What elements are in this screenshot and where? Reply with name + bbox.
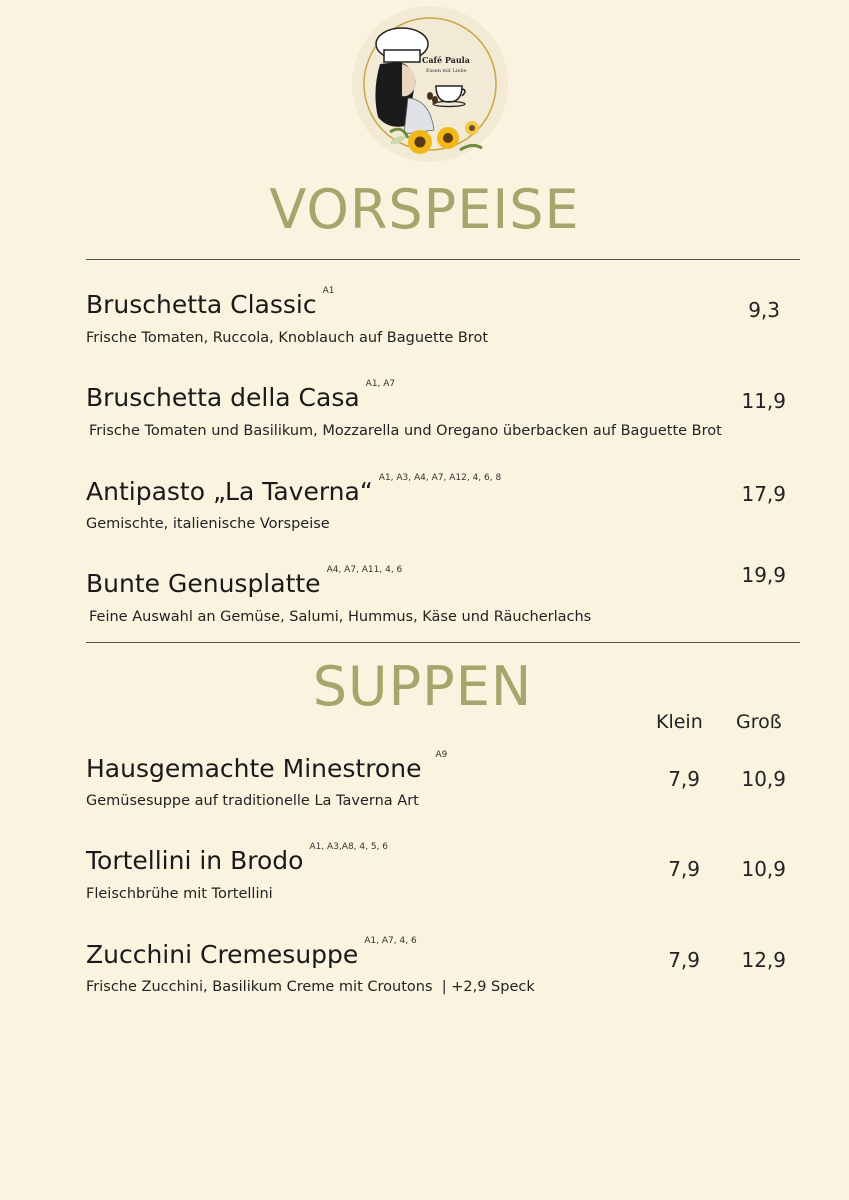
allergen-codes: A4, A7, A11, 4, 6 xyxy=(326,565,403,575)
price-large: 12,9 xyxy=(741,948,786,972)
price-large: 10,9 xyxy=(741,767,786,791)
item-name: Bruschetta della Casa xyxy=(86,383,360,412)
allergen-codes: A1, A7, 4, 6 xyxy=(364,936,417,946)
item-description: Frische Tomaten und Basilikum, Mozzarella und Oregano überbacken auf Baguette Brot xyxy=(89,423,722,439)
item-price: 17,9 xyxy=(741,482,786,506)
item-name: Tortellini in Brodo xyxy=(86,846,304,875)
item-description: Frische Tomaten, Ruccola, Knoblauch auf Baguette Brot xyxy=(86,330,489,346)
item-price: 19,9 xyxy=(741,563,786,587)
item-price: 11,9 xyxy=(741,389,786,413)
allergen-codes: A1 xyxy=(322,286,335,296)
item-description: Fleischbrühe mit Tortellini xyxy=(86,886,273,902)
item-name: Hausgemachte Minestrone xyxy=(86,754,422,783)
price-small: 7,9 xyxy=(668,948,700,972)
divider xyxy=(86,259,800,260)
item-description: Gemischte, italienische Vorspeise xyxy=(86,516,330,532)
brand-tagline: Essen mit Liebe xyxy=(426,68,467,74)
item-description: Gemüsesuppe auf traditionelle La Taverna Art xyxy=(86,793,419,809)
allergen-codes: A1, A3,A8, 4, 5, 6 xyxy=(309,842,389,852)
allergen-codes: A1, A7 xyxy=(365,379,396,389)
column-header-gross: Groß xyxy=(736,711,782,733)
item-name: Bruschetta Classic xyxy=(86,290,317,319)
section-title-vorspeise: VORSPEISE xyxy=(269,178,580,241)
divider xyxy=(86,642,800,643)
column-header-klein: Klein xyxy=(656,711,703,733)
chef-logo-icon xyxy=(350,2,510,167)
allergen-codes: A1, A3, A4, A7, A12, 4, 6, 8 xyxy=(378,473,502,483)
brand-name: Café Paula xyxy=(422,55,470,65)
item-name: Bunte Genusplatte xyxy=(86,569,321,598)
item-description: Feine Auswahl an Gemüse, Salumi, Hummus, Käse und Räucherlachs xyxy=(89,609,592,625)
price-large: 10,9 xyxy=(741,857,786,881)
item-name: Antipasto „La Taverna“ xyxy=(86,477,373,506)
item-description: Frische Zucchini, Basilikum Creme mit Croutons | +2,9 Speck xyxy=(86,979,535,995)
item-price: 9,3 xyxy=(748,298,780,322)
allergen-codes: A9 xyxy=(435,750,448,760)
item-name: Zucchini Cremesuppe xyxy=(86,940,359,969)
section-title-suppen: SUPPEN xyxy=(312,655,533,718)
price-small: 7,9 xyxy=(668,857,700,881)
price-small: 7,9 xyxy=(668,767,700,791)
